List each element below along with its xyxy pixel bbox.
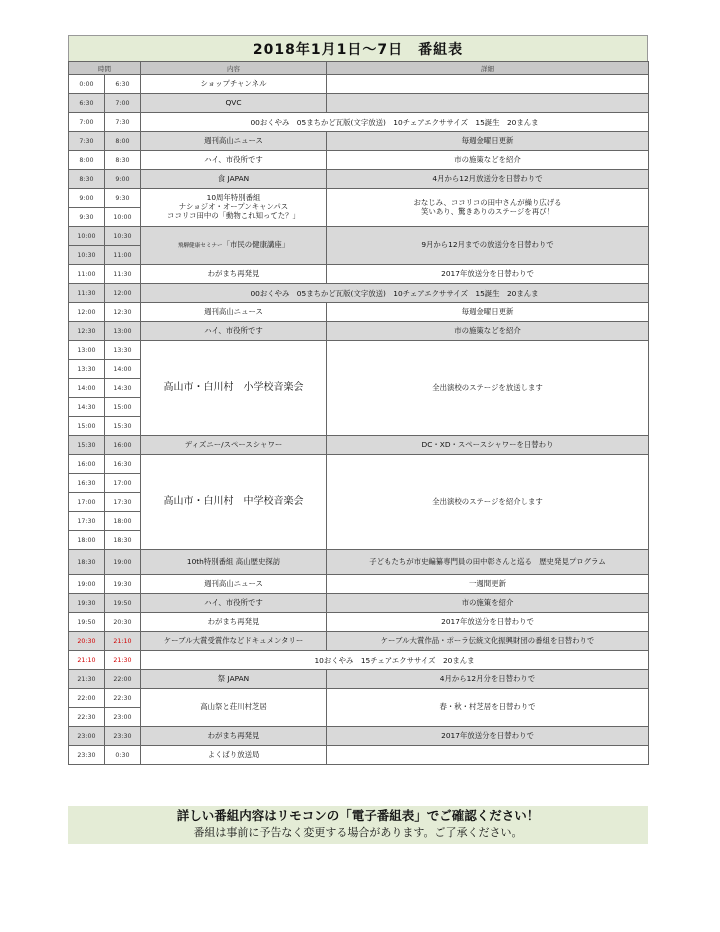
start-time: 11:30 — [69, 284, 105, 303]
end-time: 8:00 — [105, 132, 141, 151]
end-time: 13:30 — [105, 341, 141, 360]
program-title: ハイ、市役所です — [204, 325, 263, 335]
schedule-row — [69, 455, 649, 474]
end-time: 16:00 — [105, 436, 141, 455]
program-content — [141, 436, 327, 455]
program-detail — [327, 75, 649, 94]
schedule-row — [69, 132, 649, 151]
start-time: 14:00 — [69, 379, 105, 398]
end-time: 22:00 — [105, 670, 141, 689]
program-title: ハイ、市役所です — [204, 597, 263, 607]
end-time: 13:00 — [105, 322, 141, 341]
program-title: 高山市・白川村 中学校音楽会 — [163, 496, 304, 507]
end-time: 16:30 — [105, 455, 141, 474]
program-detail: 2017年放送分を日替わりで — [327, 265, 649, 284]
program-merged: 10おくやみ 15チェアエクササイズ 20まんま — [141, 651, 649, 670]
program-title: ハイ、市役所です — [204, 154, 263, 164]
start-time: 19:30 — [69, 594, 105, 613]
end-time: 17:30 — [105, 493, 141, 512]
program-detail: ケーブル大賞作品・ポーラ伝統文化振興財団の番組を日替わりで — [327, 632, 649, 651]
program-subtitle: 飛騨健康セミナー — [177, 243, 223, 250]
header-time: 時間 — [69, 62, 141, 75]
start-time: 8:30 — [69, 170, 105, 189]
start-time: 21:30 — [69, 670, 105, 689]
program-content — [141, 151, 327, 170]
start-time: 17:30 — [69, 512, 105, 531]
schedule-row — [69, 303, 649, 322]
schedule-row — [69, 170, 649, 189]
program-detail: 2017年放送分を日替わりで — [327, 727, 649, 746]
program-detail: 市の施策などを紹介 — [327, 151, 649, 170]
end-time: 20:30 — [105, 613, 141, 632]
program-title: わがまち再発見 — [207, 268, 260, 278]
end-time: 12:00 — [105, 284, 141, 303]
end-time: 14:00 — [105, 360, 141, 379]
program-content — [141, 189, 327, 227]
start-time: 10:30 — [69, 246, 105, 265]
end-time: 19:00 — [105, 550, 141, 575]
program-detail: 4月から12月分を日替わりで — [327, 670, 649, 689]
end-time: 8:30 — [105, 151, 141, 170]
program-content — [141, 670, 327, 689]
end-time: 10:00 — [105, 208, 141, 227]
program-detail: 全出演校のステージを紹介します — [327, 455, 649, 550]
end-time: 11:00 — [105, 246, 141, 265]
program-content — [141, 75, 327, 94]
program-content — [141, 322, 327, 341]
start-time: 19:00 — [69, 575, 105, 594]
program-detail: 市の施策などを紹介 — [327, 322, 649, 341]
start-time: 11:00 — [69, 265, 105, 284]
program-detail — [327, 746, 649, 765]
end-time: 18:30 — [105, 531, 141, 550]
schedule-row — [69, 284, 649, 303]
program-detail: おなじみ、ココリコの田中さんが繰り広げる 笑いあり、驚きありのステージを再び！ — [327, 189, 649, 227]
program-detail: 毎週金曜日更新 — [327, 303, 649, 322]
end-time: 12:30 — [105, 303, 141, 322]
program-title: わがまち再発見 — [207, 730, 260, 740]
schedule-row — [69, 670, 649, 689]
schedule-row — [69, 341, 649, 360]
start-time: 16:00 — [69, 455, 105, 474]
schedule-row — [69, 94, 649, 113]
end-time: 21:10 — [105, 632, 141, 651]
program-detail: 9月から12月までの放送分を日替わりで — [327, 227, 649, 265]
program-title: ケーブル大賞受賞作などドキュメンタリー — [163, 635, 304, 645]
schedule-row — [69, 151, 649, 170]
program-detail: DC・XD・スペースシャワーを日替わり — [327, 436, 649, 455]
start-time: 16:30 — [69, 474, 105, 493]
start-time: 12:30 — [69, 322, 105, 341]
end-time: 15:30 — [105, 417, 141, 436]
schedule-row — [69, 746, 649, 765]
program-detail: 毎週金曜日更新 — [327, 132, 649, 151]
schedule-sheet — [68, 35, 648, 765]
program-content — [141, 132, 327, 151]
program-title: わがまち再発見 — [207, 616, 260, 626]
end-time: 23:00 — [105, 708, 141, 727]
program-title: ショップチャンネル — [200, 78, 267, 88]
program-title: 高山祭と荘川村芝居 — [200, 702, 267, 712]
schedule-row — [69, 113, 649, 132]
footer-line-1: 詳しい番組内容はリモコンの「電子番組表」でご確認ください！ — [176, 808, 540, 823]
program-title: 週刊高山ニュース — [204, 306, 263, 316]
schedule-row — [69, 575, 649, 594]
end-time: 11:30 — [105, 265, 141, 284]
schedule-row — [69, 322, 649, 341]
start-time: 13:00 — [69, 341, 105, 360]
start-time: 9:30 — [69, 208, 105, 227]
start-time: 23:00 — [69, 727, 105, 746]
program-title: 食 JAPAN — [217, 173, 250, 183]
program-title: よくばり放送局 — [207, 749, 260, 759]
end-time: 10:30 — [105, 227, 141, 246]
program-content — [141, 727, 327, 746]
end-time: 7:00 — [105, 94, 141, 113]
start-time: 15:00 — [69, 417, 105, 436]
page-title: 2018年1月1日～7日 番組表 — [68, 35, 648, 61]
end-time: 7:30 — [105, 113, 141, 132]
schedule-row — [69, 189, 649, 208]
end-time: 0:30 — [105, 746, 141, 765]
schedule-table — [68, 61, 649, 765]
program-content — [141, 303, 327, 322]
end-time: 18:00 — [105, 512, 141, 531]
program-title: 10周年特別番組 ナショジオ・オープンキャンパス ココリコ田中の「動物これ知ってた？」 — [167, 193, 300, 220]
schedule-row — [69, 651, 649, 670]
end-time: 19:50 — [105, 594, 141, 613]
program-detail: 一週間更新 — [327, 575, 649, 594]
program-content — [141, 550, 327, 575]
header-content: 内容 — [141, 62, 327, 75]
end-time: 9:30 — [105, 189, 141, 208]
end-time: 19:30 — [105, 575, 141, 594]
start-time: 6:30 — [69, 94, 105, 113]
program-content — [141, 689, 327, 727]
program-title: 「市民の健康講座」 — [222, 240, 290, 250]
program-detail: 子どもたちが市史編纂専門員の田中彰さんと巡る 歴史発見プログラム — [327, 550, 649, 575]
program-content — [141, 227, 327, 265]
start-time: 22:00 — [69, 689, 105, 708]
start-time: 20:30 — [69, 632, 105, 651]
schedule-row — [69, 689, 649, 708]
schedule-row — [69, 632, 649, 651]
program-title: 週刊高山ニュース — [204, 135, 263, 145]
start-time: 21:10 — [69, 651, 105, 670]
program-detail: 4月から12月放送分を日替わりで — [327, 170, 649, 189]
program-title: 祭 JAPAN — [217, 673, 250, 683]
program-content — [141, 265, 327, 284]
end-time: 9:00 — [105, 170, 141, 189]
program-detail — [327, 94, 649, 113]
program-detail: 2017年放送分を日替わりで — [327, 613, 649, 632]
start-time: 22:30 — [69, 708, 105, 727]
program-content — [141, 746, 327, 765]
end-time: 21:30 — [105, 651, 141, 670]
program-detail: 春・秋・村芝居を日替わりで — [327, 689, 649, 727]
program-title: 高山市・白川村 小学校音楽会 — [163, 382, 304, 393]
footer-notice — [68, 806, 648, 844]
schedule-row — [69, 727, 649, 746]
program-title: 週刊高山ニュース — [204, 578, 263, 588]
program-merged: 00おくやみ 05まちかど瓦版(文字放送) 10チェアエクササイズ 15誕生 20まんま — [141, 284, 649, 303]
schedule-row — [69, 613, 649, 632]
program-title: QVC — [225, 97, 242, 107]
schedule-row — [69, 594, 649, 613]
end-time: 15:00 — [105, 398, 141, 417]
program-content — [141, 170, 327, 189]
start-time: 14:30 — [69, 398, 105, 417]
start-time: 9:00 — [69, 189, 105, 208]
footer-line-2: 番組は事前に予告なく変更する場合があります。ご了承ください。 — [193, 826, 523, 839]
end-time: 14:30 — [105, 379, 141, 398]
header-row — [69, 62, 649, 75]
program-content — [141, 455, 327, 550]
start-time: 23:30 — [69, 746, 105, 765]
schedule-row — [69, 436, 649, 455]
end-time: 23:30 — [105, 727, 141, 746]
schedule-row — [69, 227, 649, 246]
schedule-row — [69, 75, 649, 94]
program-title: ディズニー/スペースシャワー — [184, 439, 283, 449]
start-time: 18:00 — [69, 531, 105, 550]
end-time: 17:00 — [105, 474, 141, 493]
start-time: 18:30 — [69, 550, 105, 575]
start-time: 17:00 — [69, 493, 105, 512]
start-time: 8:00 — [69, 151, 105, 170]
start-time: 10:00 — [69, 227, 105, 246]
program-content — [141, 594, 327, 613]
program-content — [141, 632, 327, 651]
start-time: 13:30 — [69, 360, 105, 379]
program-content — [141, 613, 327, 632]
program-content — [141, 94, 327, 113]
end-time: 22:30 — [105, 689, 141, 708]
program-content — [141, 341, 327, 436]
program-title: 10th特別番組 高山歴史探訪 — [186, 556, 281, 566]
start-time: 0:00 — [69, 75, 105, 94]
schedule-row — [69, 265, 649, 284]
start-time: 15:30 — [69, 436, 105, 455]
program-detail: 全出演校のステージを放送します — [327, 341, 649, 436]
program-detail: 市の施策を紹介 — [327, 594, 649, 613]
end-time: 6:30 — [105, 75, 141, 94]
start-time: 12:00 — [69, 303, 105, 322]
header-detail: 詳細 — [327, 62, 649, 75]
start-time: 7:30 — [69, 132, 105, 151]
schedule-row — [69, 550, 649, 575]
program-merged: 00おくやみ 05まちかど瓦版(文字放送) 10チェアエクササイズ 15誕生 20まんま — [141, 113, 649, 132]
program-content — [141, 575, 327, 594]
start-time: 19:50 — [69, 613, 105, 632]
start-time: 7:00 — [69, 113, 105, 132]
